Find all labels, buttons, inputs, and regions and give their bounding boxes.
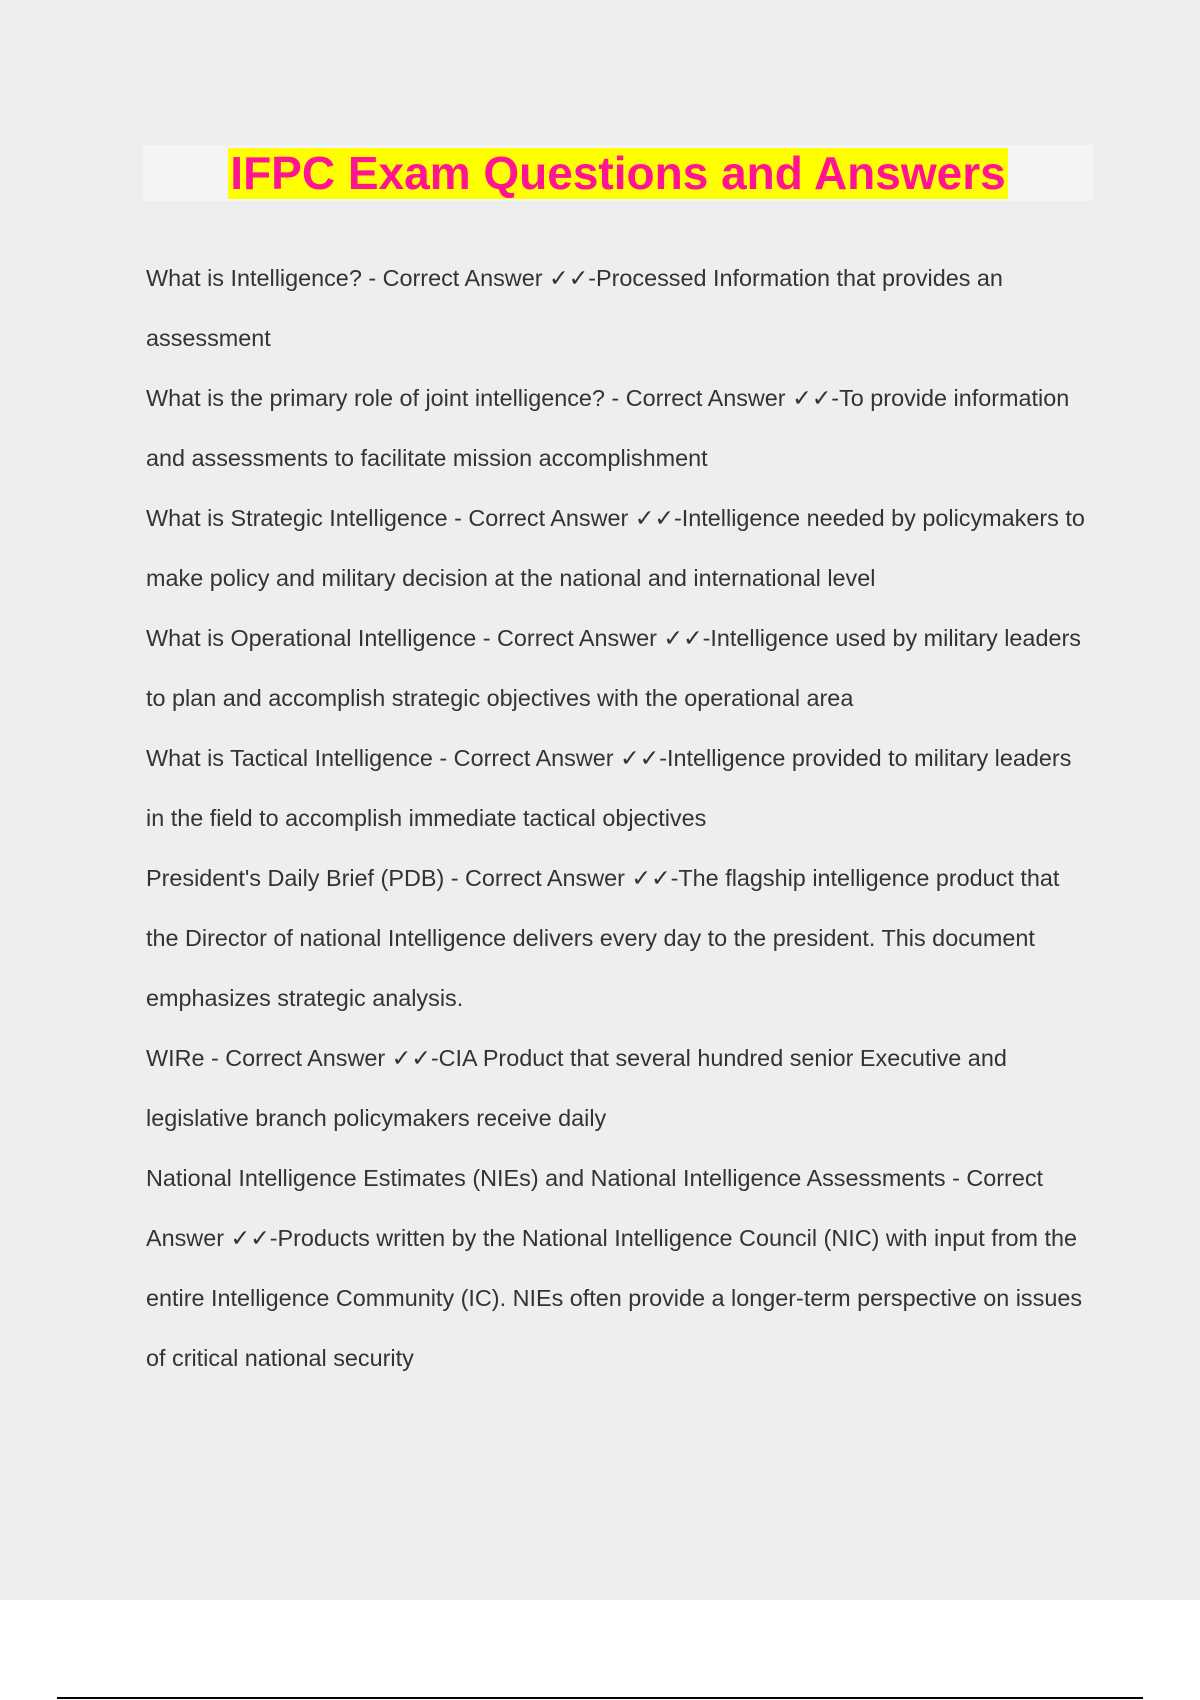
qa-item-pdb: President's Daily Brief (PDB) - Correct Answer ✓✓-The flagship intelligence product that the Director of national Intelligence delivers every day to the president. This document emphasizes strategic analysis. bbox=[146, 865, 1060, 1011]
footer-rule bbox=[57, 1697, 1143, 1699]
qa-item-joint-intelligence: What is the primary role of joint intelligence? - Correct Answer ✓✓-To provide information and assessments to facilitate mission accomplishment bbox=[146, 385, 1070, 471]
qa-item-tactical-intelligence: What is Tactical Intelligence - Correct Answer ✓✓-Intelligence provided to military leaders in the field to accomplish immediate tactical objectives bbox=[146, 745, 1072, 831]
document-title: IFPC Exam Questions and Answers bbox=[230, 147, 1006, 199]
qa-item-nie: National Intelligence Estimates (NIEs) and National Intelligence Assessments - Correct Answer ✓✓-Products written by the National Intelligence Council (NIC) with input from the entire Intelligence Community (IC). NIEs often provide a longer-term perspective on issues of critical national security bbox=[146, 1165, 1083, 1371]
qa-item-operational-intelligence: What is Operational Intelligence - Correct Answer ✓✓-Intelligence used by military leaders to plan and accomplish strategic objectives with the operational area bbox=[146, 625, 1081, 711]
title-band bbox=[143, 145, 1093, 201]
qa-item-intelligence: What is Intelligence? - Correct Answer ✓✓-Processed Information that provides an assessment bbox=[146, 265, 1003, 351]
qa-list bbox=[146, 248, 1096, 1388]
qa-item-wire: WIRe - Correct Answer ✓✓-CIA Product that several hundred senior Executive and legislative branch policymakers receive daily bbox=[146, 1045, 1007, 1131]
qa-item-strategic-intelligence: What is Strategic Intelligence - Correct Answer ✓✓-Intelligence needed by policymakers to make policy and military decision at the national and international level bbox=[146, 505, 1085, 591]
